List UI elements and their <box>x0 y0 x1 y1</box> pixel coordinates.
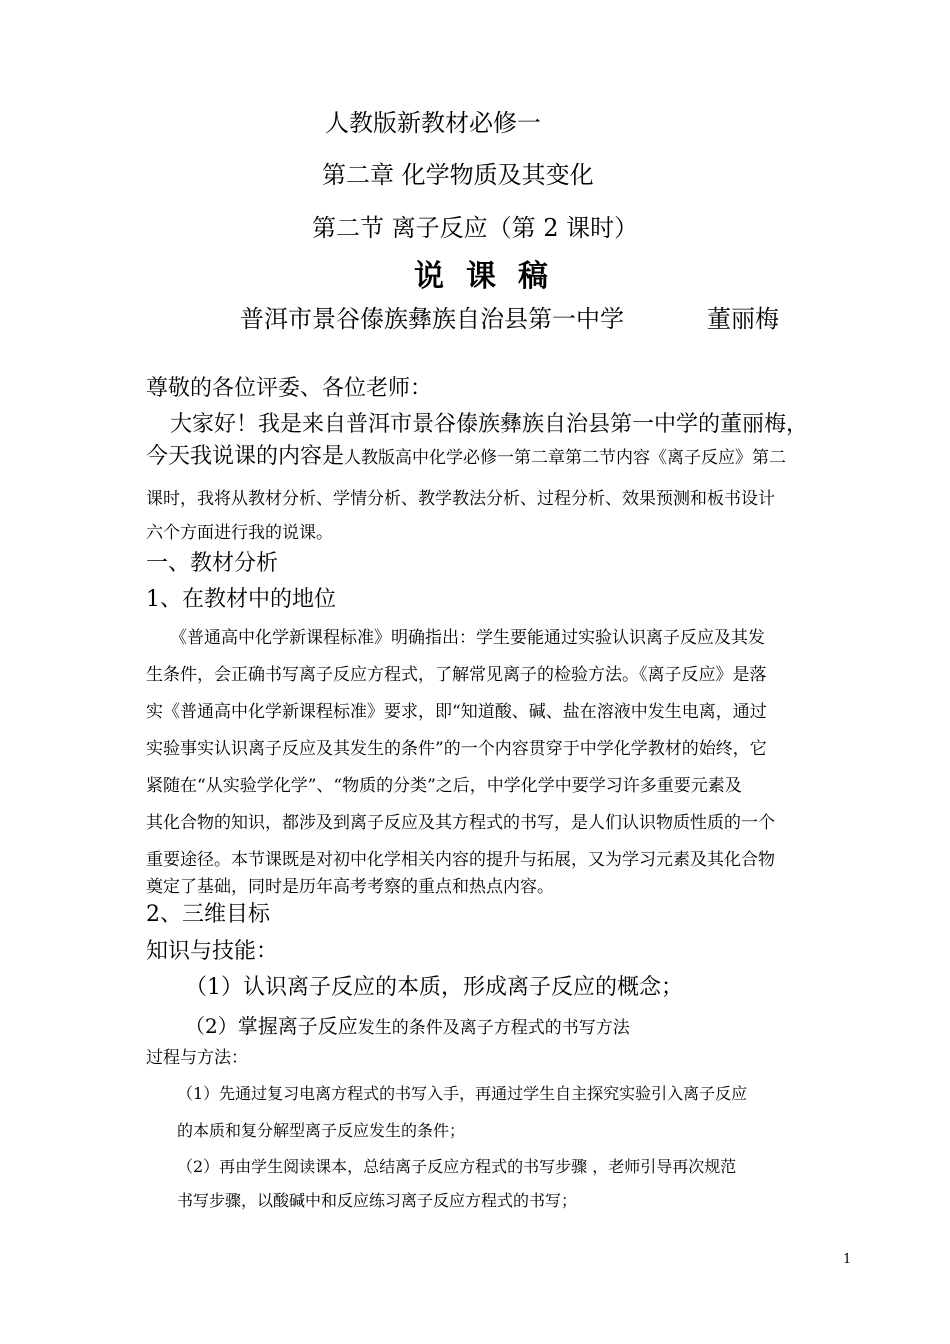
section-line: 第二节 离子反应（第 2 课时） <box>312 214 639 242</box>
intro-line-2-large: 今天我说课的内容是 <box>146 444 345 469</box>
intro-line-1: 大家好！我是来自普洱市景谷傣族彝族自治县第一中学的董丽梅， <box>170 412 809 437</box>
greeting: 尊敬的各位评委、各位老师： <box>146 376 433 401</box>
intro-line-3: 课时，我将从教材分析、学情分析、教学教法分析、过程分析、效果预测和板书设计 <box>146 489 775 509</box>
intro-line-2 <box>146 446 786 468</box>
para-line: 其化合物的知识，都涉及到离子反应及其方程式的书写，是人们认识物质性质的一个 <box>146 813 775 833</box>
subsection-position: 1、在教材中的地位 <box>146 587 336 612</box>
knowledge-item-2-small: 发生的条件及离子方程式的书写方法 <box>357 1018 630 1038</box>
author-name: 董丽梅 <box>707 305 779 333</box>
para-line: 生条件，会正确书写离子反应方程式，了解常见离子的检验方法。《离子反应》是落 <box>146 665 767 685</box>
process-item-1b: 的本质和复分解型离子反应发生的条件； <box>177 1121 466 1140</box>
section1-heading: 一、教材分析 <box>146 551 279 576</box>
knowledge-item-2-large: （2）掌握离子反应 <box>185 1014 358 1038</box>
subsection-objectives: 2、三维目标 <box>146 902 270 927</box>
para-line: 紧随在“从实验学化学”、“物质的分类”之后，中学化学中要学习许多重要元素及 <box>146 776 742 796</box>
textbook-line: 人教版新教材必修一 <box>325 109 541 137</box>
knowledge-item-2 <box>185 1016 630 1037</box>
page-number: 1 <box>843 1252 852 1267</box>
para-line: 重要途径。本节课既是对初中化学相关内容的提升与拓展，又为学习元素及其化合物 <box>146 850 775 870</box>
para-line: 《普通高中化学新课程标准》明确指出：学生要能通过实验认识离子反应及其发 <box>170 628 765 648</box>
knowledge-label: 知识与技能： <box>146 939 279 964</box>
process-label: 过程与方法： <box>146 1048 248 1068</box>
school-name: 普洱市景谷傣族彝族自治县第一中学 <box>240 305 624 333</box>
knowledge-item-1: （1）认识离子反应的本质，形成离子反应的概念； <box>185 975 683 1000</box>
para-line: 实验事实认识离子反应及其发生的条件”的一个内容贯穿于中学化学教材的始终，它 <box>146 739 767 759</box>
process-item-2a: （2）再由学生阅读课本，总结离子反应方程式的书写步骤 ，老师引导再次规范 <box>177 1157 737 1176</box>
para-line: 奠定了基础，同时是历年高考考察的重点和热点内容。 <box>146 877 554 897</box>
process-item-2b: 书写步骤，以酸碱中和反应练习离子反应方程式的书写； <box>177 1191 578 1210</box>
intro-line-4: 六个方面进行我的说课。 <box>146 523 333 543</box>
chapter-line: 第二章 化学物质及其变化 <box>322 161 594 189</box>
doc-title: 说课稿 <box>414 259 570 294</box>
process-item-1a: （1）先通过复习电离方程式的书写入手，再通过学生自主探究实验引入离子反应 <box>177 1084 748 1103</box>
intro-line-2-small: 人教版高中化学必修一第二章第二节内容《离子反应》第二 <box>344 448 787 468</box>
para-line: 实《普通高中化学新课程标准》要求，即“知道酸、碱、盐在溶液中发生电离，通过 <box>146 702 767 722</box>
